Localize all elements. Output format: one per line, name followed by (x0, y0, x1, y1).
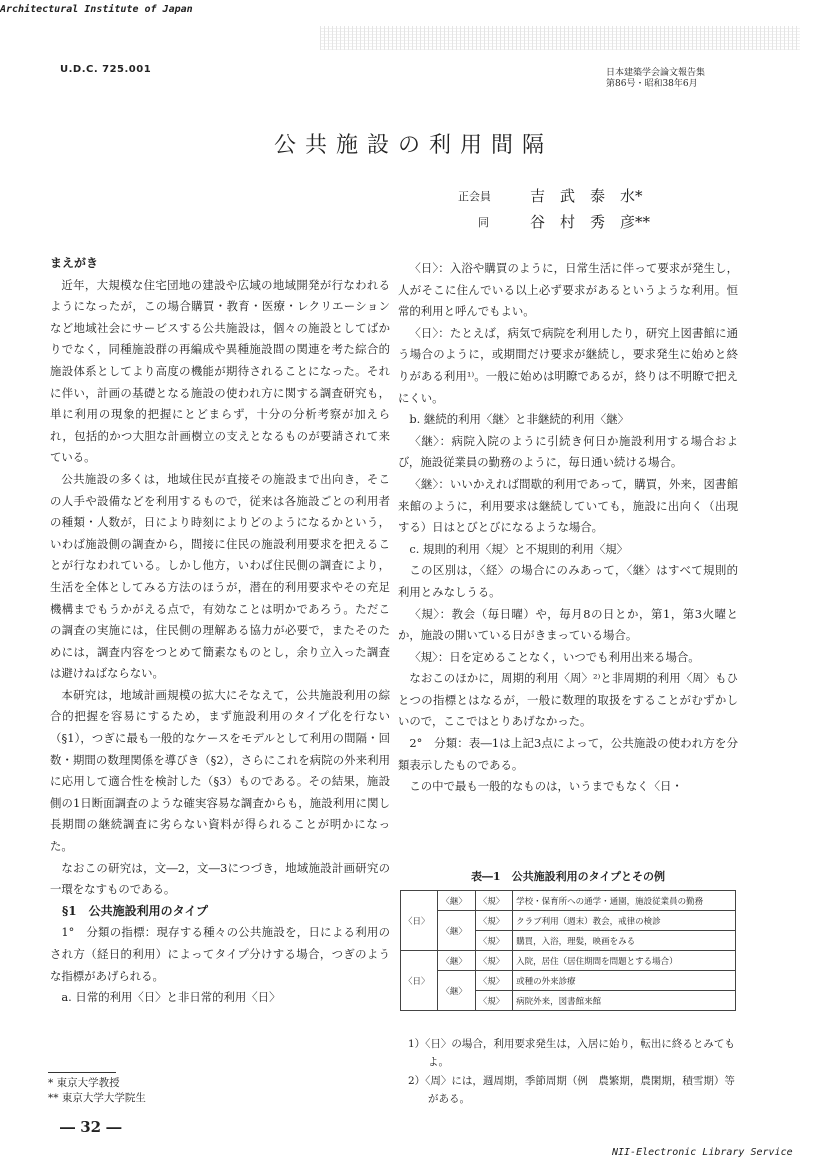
heading-section-1: §1 公共施設利用のタイプ (62, 903, 209, 918)
table-row (401, 891, 736, 911)
paragraph: 公共施設の多くは，地域住民が直接その施設まで出向き，そこの人手や設備などを利用するもので，従来は各施設ごとの利用者の種類・人数が，日により時刻によりどのようになるかという，いわば施設側の調査から，間接に住民の施設利用要求を把えることが行なわれている。しかし他方，いわば住民側の調査により，生活を全体としてみる方法のほうが，潜在的利用要求やその充足機構までもうかがえる点で，有効なことは明かであろう。ただこの調査の実施には，住民側の理解ある協力が必要で，またそのためには，調査内容をつとめて簡素なものとし，余り立入った調査は避けねばならない。 (50, 471, 390, 681)
author-2-name: 谷 村 秀 彦** (530, 213, 651, 231)
author-1-membership: 正会員 (458, 190, 491, 203)
table-cell: 〈継〉 (438, 891, 475, 911)
table-row (401, 971, 736, 991)
table-cell: 〈規〉 (475, 891, 512, 911)
paragraph: c. 規則的利用〈規〉と不規則的利用〈規〉 (409, 541, 629, 556)
table-cell: 或種の外来診療 (513, 971, 736, 991)
paragraph: 2° 分類：表―1は上記3点によって，公共施設の使われ方を分類表示したものである。 (398, 736, 738, 772)
scan-noise (320, 26, 800, 50)
footnote-2: ** 東京大学大学院生 (48, 1092, 146, 1104)
paragraph: 本研究は，地域計画規模の拡大にそなえて，公共施設利用の綜合的把握を容易にするため，まず施設利用のタイプ化を行ない（§1），つぎに最も一般的なケースをモデルとして利用の間隔・回数・期間の数理関係を導びき（§2），さらにこれを病院の外来利用に応用して適合性を検討した（§3）ものである。その結果，施設側の1日断面調査のような確実容易な調査からも，施設利用に関し長期間の継続調査に劣らない資料が得られることが明かになった。 (50, 687, 390, 854)
table-cell: 〈規〉 (475, 991, 512, 1011)
table-cell: 購買，入浴，理髪，映画をみる (513, 931, 736, 951)
table-caption: 表―1 公共施設利用のタイプとその例 (470, 870, 666, 883)
heading-intro: まえがき (50, 256, 99, 270)
author-2-membership: 同 (478, 216, 489, 229)
paragraph: 〈継〉：病院入院のように引続き何日か施設利用する場合および，施設従業員の勤務のように，毎日通い続ける場合。 (398, 433, 738, 470)
table-cell: 〈規〉 (475, 931, 512, 951)
paragraph: a. 日常的利用〈日〉と非日常的利用〈日〉 (61, 990, 281, 1005)
page-number: ― 32 ― (60, 1118, 122, 1136)
table-cell: 学校・保育所への通学・通園，施設従業員の勤務 (513, 891, 736, 911)
table-cell: 〈継〉 (438, 911, 475, 951)
paragraph: 〈日〉：たとえば，病気で病院を利用したり，研究上図書館に通う場合のように，或期間だけ要求が継続し，要求発生に始めと終りがある利用¹⁾。一般に始めは明瞭であるが，終りは不明瞭で把えにくい。 (398, 325, 738, 405)
table-cell: 病院外来，図書館来館 (513, 991, 736, 1011)
paper-title: 公共施設の利用間隔 (273, 133, 553, 158)
paragraph: なおこの研究は，文―2，文―3につづき，地域施設計画研究の一環をなすものである。 (50, 860, 390, 897)
table-cell: クラブ利用（週末）教会，戒律の検診 (513, 911, 736, 931)
footnotes (48, 1076, 146, 1106)
header-org: Architectural Institute of Japan (0, 4, 193, 15)
paragraph: 〈規〉：教会（毎日曜）や，毎月8の日とか，第1，第3火曜とか，施設の開いている日がきまっている場合。 (398, 606, 738, 643)
table-cell: 〈規〉 (475, 951, 512, 971)
table-notes (408, 1035, 738, 1109)
table-cell: 〈継〉 (438, 951, 475, 971)
paragraph: なおこのほかに，周期的利用〈周〉²⁾と非周期的利用〈周〉もひとつの指標とはなるが，一般に数理的取扱をすることがむずかしいので，ここではとりあげなかった。 (398, 671, 738, 729)
author-1-name: 吉 武 泰 水* (530, 187, 643, 205)
footnote-divider (48, 1072, 116, 1073)
paragraph: 1° 分類の指標：現存する種々の公共施設を，日による利用のされ方（経日的利用）によってタイプ分けする場合，つぎのような指標があげられる。 (50, 925, 390, 983)
footer-service: NII-Electronic Library Service (612, 1147, 793, 1158)
paragraph: 〈継〉：いいかえれば間歇的利用であって，購買，外来，図書館来館のように，利用要求は継続していても，施設に出向く（出現する）日はとびとびになるような場合。 (398, 476, 738, 535)
journal-info (606, 68, 705, 90)
table-row (401, 911, 736, 931)
table-cell: 〈日〉 (401, 891, 438, 951)
table-cell: 〈規〉 (475, 971, 512, 991)
paragraph: b. 継続的利用〈継〉と非継続的利用〈継〉 (409, 412, 629, 427)
note-2: 2）〈周〉には，週周期，季節周期（例 農繁期，農閑期，積雪期）等がある。 (408, 1075, 735, 1105)
paragraph: この区別は，〈経〉の場合にのみあって，〈継〉はすべて規則的利用とみなしうる。 (398, 563, 738, 599)
paragraph: この中で最も一般的なものは，いうまでもなく〈日・ (409, 779, 683, 794)
table-row (401, 951, 736, 971)
paragraph: 〈日〉：入浴や購買のように，日常生活に伴って要求が発生し，人がそこに住んでいる以上必ず要求があるというような利用。恒常的利用と呼んでもよい。 (398, 261, 738, 319)
right-column (398, 258, 738, 798)
table-cell: 〈規〉 (475, 911, 512, 931)
note-1: 1）〈日〉の場合，利用要求発生は，入居に始り，転出に終るとみてもよ。 (408, 1038, 735, 1068)
udc-code: U.D.C. 725.001 (60, 64, 152, 75)
paragraph: 〈規〉：日を定めることなく，いつでも利用出来る場合。 (409, 649, 700, 664)
journal-line-2: 第86号・昭和38年6月 (606, 79, 698, 89)
table-cell: 入院，居住（居住期間を問題とする場合） (513, 951, 736, 971)
table-cell: 〈日〉 (401, 951, 438, 1011)
table-cell: 〈継〉 (438, 971, 475, 1011)
usage-type-table (400, 890, 736, 1011)
left-column (50, 253, 390, 1009)
journal-line-1: 日本建築学会論文報告集 (606, 68, 706, 78)
footnote-1: * 東京大学教授 (48, 1077, 120, 1089)
paragraph: 近年，大規模な住宅団地の建設や広域の地域開発が行なわれるようになったが，この場合購買・教育・医療・レクリエーションなど地域社会にサービスする公共施設は，個々の施設としてばかりでなく，同種施設群の再編成や異種施設間の関連を考た綜合的施設体系としてより高度の機能が期待されることになった。それに伴い，計画の基礎となる施設の使われ方に関する調査研究も，単に利用の現象的把握にとどまらず，十分の分析考察が加えられ，包括的かつ大胆な計画樹立の支えとなるものが要請されて来ている。 (50, 277, 390, 465)
